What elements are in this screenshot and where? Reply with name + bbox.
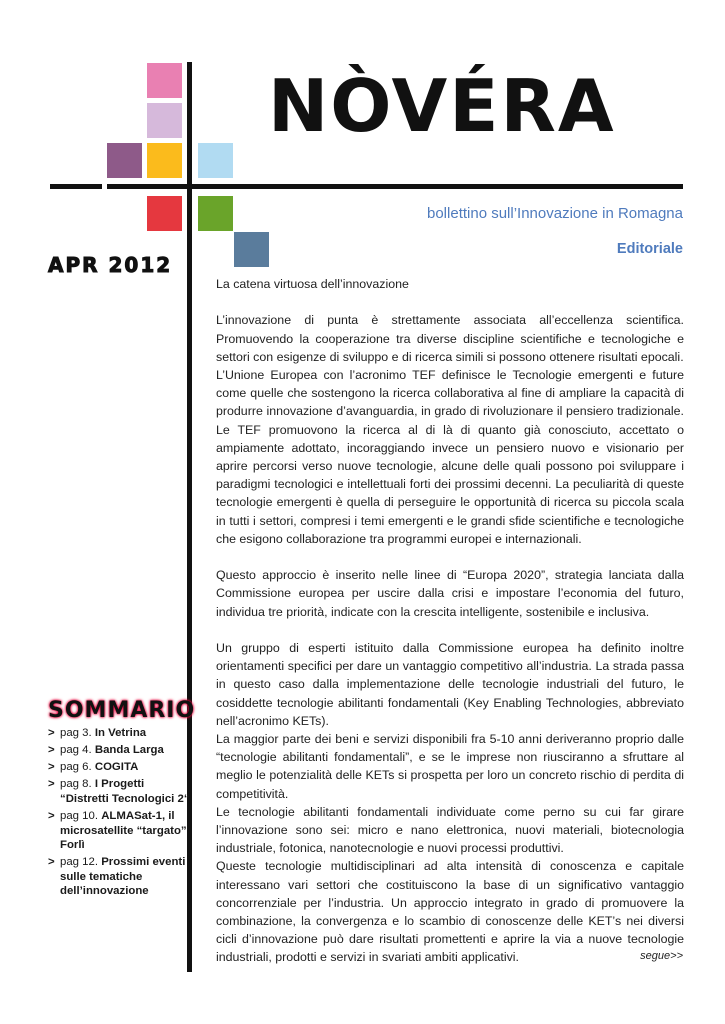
article-paragraph: Le tecnologie abilitanti fondamentali individuate come perno su cui far girare l’innovazione sono sei: micro e nano elettronica, nuovi materiali, biotecnologia industriale, fotonica, nanotecnologie e nuovi processi produttivi.: [216, 804, 684, 856]
summary-page: pag 3.: [60, 727, 92, 739]
arrow-icon: >: [48, 744, 55, 757]
summary-item[interactable]: [48, 777, 190, 806]
arrow-icon: >: [48, 727, 55, 739]
arrow-icon: >: [48, 778, 55, 791]
color-square-light-blue: [198, 143, 233, 178]
tagline: bollettino sull’Innovazione in Romagna: [427, 205, 683, 222]
article-paragraph: La maggior parte dei beni e servizi disponibili fra 5-10 anni deriveranno proprio dalle “tecnologie abilitanti fondamentali”, e se le imprese non riusciranno a sfruttare al meglio le potenzialità delle KETs si prospetta per loro un concreto rischio di perdita di competitività.: [216, 732, 684, 801]
arrow-icon: >: [48, 809, 55, 822]
summary-item[interactable]: [48, 726, 190, 741]
summary-title: SOMMARIO: [48, 698, 196, 723]
color-square-red: [147, 196, 182, 231]
continue-link[interactable]: segue>>: [640, 950, 683, 962]
horizontal-divider-right: [107, 184, 683, 189]
summary-page: pag 12.: [60, 856, 99, 869]
summary-list: [48, 726, 190, 902]
summary-item[interactable]: [48, 743, 190, 758]
summary-item[interactable]: [48, 809, 190, 853]
summary-item[interactable]: [48, 855, 190, 899]
article-paragraph: L’innovazione di punta è strettamente associata all’eccellenza scientifica. Promuovendo la cooperazione tra diverse discipline scientifiche e tecnologiche e settori con esigenze di sviluppo e di ricerca simili si possono ottenere risultati epocali.: [216, 313, 684, 364]
summary-label: ALMASat-1, il microsatellite “targato” Forlì: [60, 809, 187, 852]
arrow-icon: >: [48, 856, 55, 869]
summary-page: pag 10.: [60, 809, 99, 822]
paragraph-gap: [216, 548, 684, 566]
summary-label: I Progetti “Distretti Tecnologici 2“: [60, 778, 190, 805]
article-paragraph: Un gruppo di esperti istituito dalla Commissione europea ha definito inoltre orientamenti specifici per dare un vantaggio competitivo all’industria. La strada passa in questo caso dalla implementazione delle tecnologie industriali del futuro, le cosiddette tecnologie abilitanti fondamentali (Key Enabling Technologies, abbreviato nell’acronimo KETs).: [216, 641, 684, 728]
summary-label: In Vetrina: [94, 727, 147, 739]
article-paragraph: L’Unione Europea con l’acronimo TEF definisce le Tecnologie emergenti e future come quelle che sostengono la ricerca collaborativa al fine di ampliare la capacità di produrre innovazione d’avanguardia, in grado di rivoluzionare il pensiero tradizionale. Le TEF promuovono la ricerca al di là di quanto già conosciuto, accettato o ampiamente adottato, incoraggiando invece un pensiero nuovo e visionario per aprire percorsi verso nuove tecnologie, alcune delle quali possono poi sviluppare i paradigmi tecnologici e intellettuali forti dei prossimi decenni. La peculiarità di queste tecnologie emergenti è quella di perseguire le opportunità di ricerca su piccola scala in tutti i settori, compresi i temi emergenti e le grandi sfide scientifiche e tecnologiche che esigono collaborazione tra programmi europei e internazionali.: [216, 368, 684, 546]
arrow-icon: >: [48, 761, 55, 774]
article-paragraph: Questo approccio è inserito nelle linee di “Europa 2020”, strategia lanciata dalla Commissione europea per uscire dalla crisi e impostare l’economia del futuro, individua tre priorità, indicate con la crescita intelligente, sostenibile e inclusiva.: [216, 568, 684, 619]
issue-date: APR 2012: [48, 253, 173, 277]
summary-page: pag 4.: [60, 744, 92, 757]
color-square-green: [198, 196, 233, 231]
article-title: La catena virtuosa dell’innovazione: [216, 277, 409, 291]
color-square-lilac: [147, 103, 182, 138]
summary-label: Prossimi eventi sulle tematiche dell’innovazione: [60, 856, 186, 898]
summary-label: Banda Larga: [94, 744, 164, 757]
color-square-purple: [107, 143, 142, 178]
section-title: Editoriale: [616, 241, 683, 257]
article-paragraph: Queste tecnologie multidisciplinari ad alta intensità di conoscenza e capitale interessano vari settori che costituiscono la base di un significativo vantaggio concorrenziale per l’industria. Un approccio integrato in grado di promuovere la combinazione, la convergenza e lo scambio di conoscenze delle KET’s nei diversi cicli d’innovazione può dare risultati promettenti e aprire la via a nuove tecnologie industriali, prodotti e servizi in svariati ambiti applicativi.: [216, 859, 684, 965]
color-square-yellow: [147, 143, 182, 178]
summary-label: COGITA: [94, 761, 139, 774]
paragraph-gap: [216, 621, 684, 639]
logo: NÒVÉRA: [268, 64, 616, 148]
summary-page: pag 6.: [60, 761, 92, 774]
horizontal-divider-left: [50, 184, 102, 189]
article-body: [216, 275, 684, 967]
color-square-steel-blue: [234, 232, 269, 267]
summary-item[interactable]: [48, 760, 190, 775]
summary-page: pag 8.: [60, 778, 92, 791]
color-square-pink: [147, 63, 182, 98]
